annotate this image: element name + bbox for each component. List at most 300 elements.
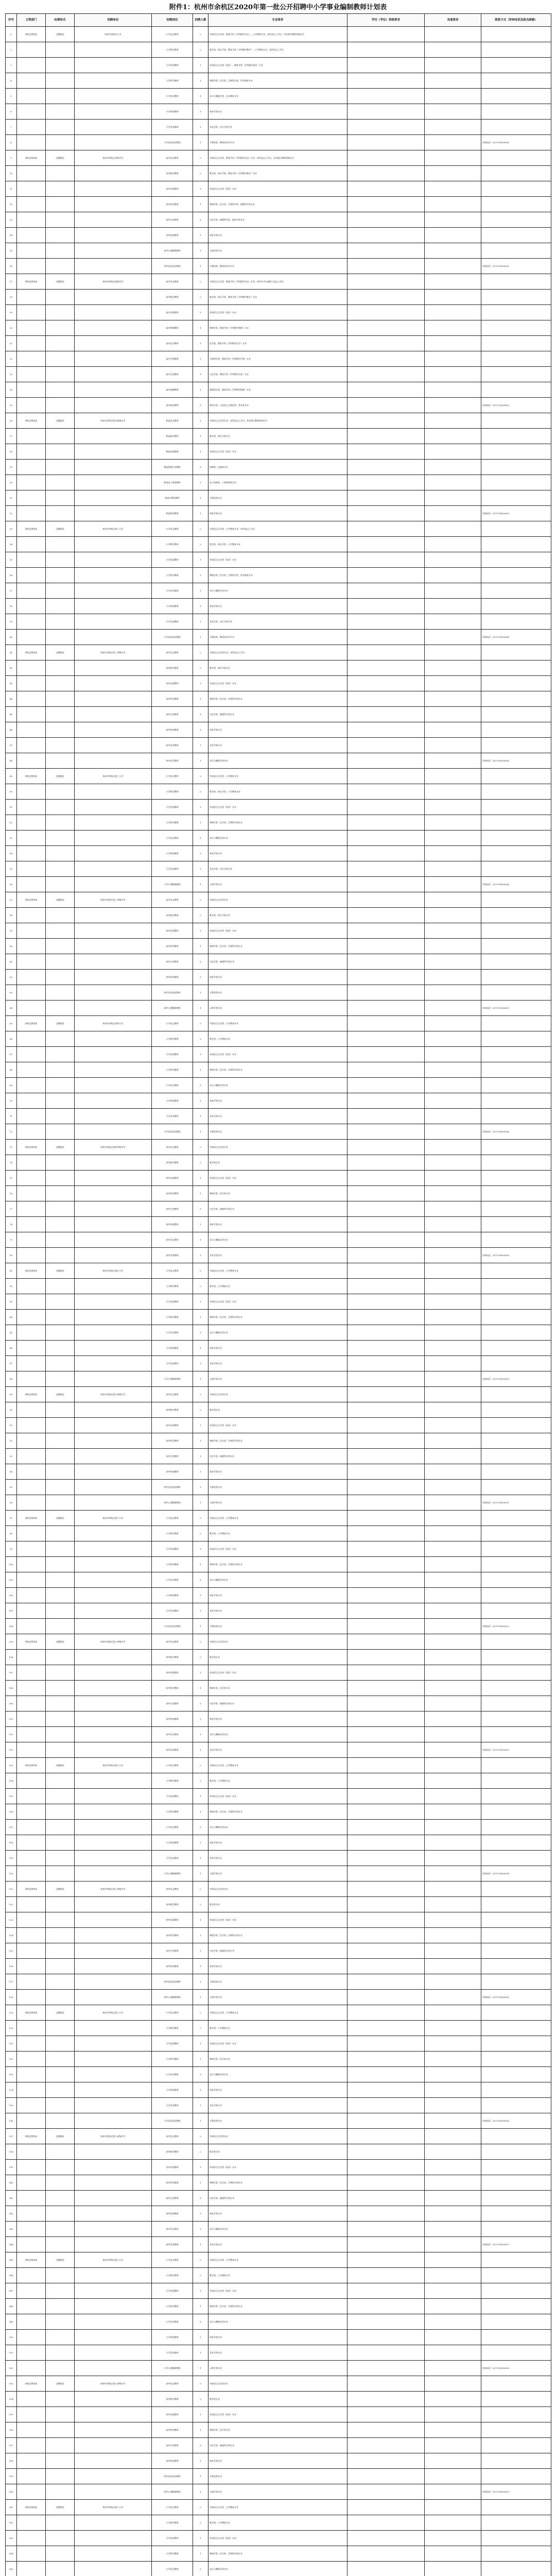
- degree-cell: [348, 939, 425, 954]
- funding-cell: 全额拨款: [46, 2500, 75, 2515]
- sponsor-cell: [17, 42, 46, 58]
- index-cell: 115: [6, 1789, 17, 1804]
- index-cell: 52: [6, 815, 17, 831]
- funding-cell: 全额拨款: [46, 2376, 75, 2392]
- job-cell: 初中科学教师: [152, 2422, 193, 2438]
- count-cell: 1: [193, 707, 208, 722]
- remark-cell: [425, 1557, 481, 1572]
- table-row: [6, 243, 551, 259]
- sponsor-cell: 余杭区教育局: [17, 1263, 46, 1279]
- requirement-cell: 中国语言文学类专业: [208, 892, 348, 908]
- contact-cell: [481, 2345, 551, 2361]
- requirement-cell: 数学类专业: [208, 1402, 348, 1418]
- job-cell: 职高语文教师: [152, 413, 193, 429]
- degree-cell: [348, 2098, 425, 2113]
- index-cell: 164: [6, 2546, 17, 2562]
- index-cell: 42: [6, 660, 17, 676]
- count-cell: 1: [193, 2082, 208, 2098]
- index-cell: 117: [6, 1820, 17, 1835]
- job-cell: 小学英语教师: [152, 2283, 193, 2299]
- contact-cell: 咨询电话：0571-89163001: [481, 259, 551, 274]
- index-cell: 81: [6, 1263, 17, 1279]
- index-cell: 141: [6, 2191, 17, 2206]
- funding-cell: [46, 2191, 75, 2206]
- job-cell: 小学科学教师: [152, 1310, 193, 1325]
- table-row: [6, 1634, 551, 1650]
- remark-cell: [425, 2036, 481, 2052]
- requirement-cell: 美术学类、设计学类专业: [208, 120, 348, 135]
- degree-cell: [348, 1897, 425, 1912]
- table-row: [6, 1541, 551, 1557]
- school-cell: 杭州市余杭区第四小学: [75, 1016, 152, 1031]
- requirement-cell: 体育学类专业: [208, 2453, 348, 2469]
- index-cell: 14: [6, 228, 17, 243]
- sponsor-cell: [17, 506, 46, 521]
- index-cell: 18: [6, 290, 17, 305]
- remark-cell: [425, 1186, 481, 1201]
- school-cell: [75, 2144, 152, 2160]
- degree-cell: [348, 1943, 425, 1959]
- sponsor-cell: [17, 861, 46, 877]
- table-row: [6, 1310, 551, 1325]
- requirement-cell: 物理学类、化学类、生物科学类专业: [208, 1310, 348, 1325]
- funding-cell: 全额拨款: [46, 2005, 75, 2021]
- count-cell: 2: [193, 521, 208, 537]
- requirement-cell: 中国语言文学类专业: [208, 1140, 348, 1155]
- sponsor-cell: [17, 1912, 46, 1928]
- job-cell: 小学美术教师: [152, 1603, 193, 1619]
- count-cell: 1: [193, 1557, 208, 1572]
- count-cell: 1: [193, 413, 208, 429]
- count-cell: 1: [193, 1078, 208, 1093]
- count-cell: 2: [193, 1155, 208, 1171]
- requirement-cell: 体育学类专业: [208, 228, 348, 243]
- count-cell: 2: [193, 537, 208, 552]
- contact-cell: [481, 2268, 551, 2283]
- school-cell: [75, 1124, 152, 1140]
- sponsor-cell: [17, 228, 46, 243]
- school-cell: [75, 2299, 152, 2314]
- degree-cell: [348, 583, 425, 599]
- school-cell: [75, 800, 152, 815]
- remark-cell: [425, 1109, 481, 1124]
- requirement-cell: 计算机类专业: [208, 985, 348, 1001]
- remark-cell: [425, 722, 481, 738]
- remark-cell: [425, 1078, 481, 1093]
- requirement-cell: 中国语言文学类、小学教育专业: [208, 1758, 348, 1773]
- school-cell: [75, 1248, 152, 1263]
- contact-cell: [481, 2392, 551, 2407]
- sponsor-cell: [17, 1619, 46, 1634]
- sponsor-cell: [17, 1665, 46, 1681]
- requirement-cell: 音乐与舞蹈学类专业: [208, 2314, 348, 2330]
- funding-cell: 全额拨款: [46, 769, 75, 784]
- count-cell: 1: [193, 1789, 208, 1804]
- school-cell: [75, 1371, 152, 1387]
- remark-cell: [425, 2098, 481, 2113]
- requirement-cell: 物理学类、化学类专业: [208, 2422, 348, 2438]
- requirement-cell: 计算机类专业: [208, 1619, 348, 1634]
- contact-cell: [481, 1387, 551, 1402]
- school-cell: [75, 2052, 152, 2067]
- school-cell: [75, 784, 152, 800]
- remark-cell: [425, 2160, 481, 2175]
- funding-cell: 全额拨款: [46, 645, 75, 660]
- sponsor-cell: [17, 2515, 46, 2531]
- contact-cell: [481, 42, 551, 58]
- degree-cell: [348, 1650, 425, 1665]
- school-cell: [75, 2469, 152, 2484]
- index-cell: 13: [6, 212, 17, 228]
- sponsor-cell: [17, 753, 46, 769]
- degree-cell: [348, 2283, 425, 2299]
- index-cell: 51: [6, 800, 17, 815]
- remark-cell: [425, 1541, 481, 1557]
- remark-cell: [425, 104, 481, 120]
- funding-cell: [46, 429, 75, 444]
- count-cell: 1: [193, 1619, 208, 1634]
- count-cell: 1: [193, 861, 208, 877]
- count-cell: 2: [193, 2500, 208, 2515]
- requirement-cell: 外国语言文学类（英语）专业: [208, 305, 348, 320]
- degree-cell: [348, 2330, 425, 2345]
- funding-cell: 全额拨款: [46, 413, 75, 429]
- degree-cell: [348, 1835, 425, 1851]
- contact-cell: [481, 954, 551, 970]
- requirement-cell: 计算机类专业: [208, 1974, 348, 1990]
- remark-cell: [425, 985, 481, 1001]
- degree-cell: [348, 1341, 425, 1356]
- table-row: [6, 784, 551, 800]
- contact-cell: [481, 1758, 551, 1773]
- job-cell: 小学音乐教师: [152, 1325, 193, 1341]
- job-cell: 初中体育教师: [152, 1959, 193, 1974]
- index-cell: 2: [6, 42, 17, 58]
- school-cell: [75, 1959, 152, 1974]
- table-row: [6, 1480, 551, 1495]
- contact-cell: [481, 2082, 551, 2098]
- job-cell: 初中数学教师: [152, 1402, 193, 1418]
- index-cell: 37: [6, 583, 17, 599]
- table-row: [6, 2206, 551, 2222]
- job-cell: 小学英语教师: [152, 2531, 193, 2546]
- requirement-cell: 外国语言文学类（英语）专业: [208, 2407, 348, 2422]
- job-cell: 初中美术教师: [152, 1742, 193, 1758]
- index-cell: 110: [6, 1711, 17, 1727]
- school-cell: 杭州市余杭区第八初级中学: [75, 2129, 152, 2144]
- job-cell: 初中信息技术教师: [152, 2469, 193, 2484]
- table-row: [6, 181, 551, 197]
- table-row: [6, 954, 551, 970]
- sponsor-cell: 余杭区教育局: [17, 1387, 46, 1402]
- school-cell: [75, 691, 152, 707]
- sponsor-cell: 余杭区教育局: [17, 274, 46, 290]
- count-cell: 2: [193, 166, 208, 181]
- index-cell: 109: [6, 1696, 17, 1711]
- table-row: [6, 521, 551, 537]
- count-cell: 2: [193, 1634, 208, 1650]
- job-cell: 初中心理健康教师: [152, 243, 193, 259]
- remark-cell: [425, 2453, 481, 2469]
- table-row: [6, 1078, 551, 1093]
- degree-cell: [348, 753, 425, 769]
- funding-cell: [46, 2113, 75, 2129]
- remark-cell: [425, 769, 481, 784]
- count-cell: 1: [193, 1835, 208, 1851]
- index-cell: 1: [6, 27, 17, 42]
- contact-cell: [481, 290, 551, 305]
- remark-cell: [425, 1511, 481, 1526]
- contact-cell: [481, 2453, 551, 2469]
- index-cell: 150: [6, 2330, 17, 2345]
- degree-cell: [348, 970, 425, 985]
- table-row: [6, 2082, 551, 2098]
- degree-cell: [348, 1742, 425, 1758]
- funding-cell: 全额拨款: [46, 2252, 75, 2268]
- school-cell: [75, 398, 152, 413]
- table-row: [6, 413, 551, 429]
- job-cell: 初中科学教师: [152, 1928, 193, 1943]
- contact-cell: [481, 2005, 551, 2021]
- degree-cell: [348, 367, 425, 382]
- job-cell: 初中社会教师: [152, 707, 193, 722]
- index-cell: 99: [6, 1541, 17, 1557]
- index-cell: 118: [6, 1835, 17, 1851]
- requirement-cell: 音乐与舞蹈学类专业: [208, 1325, 348, 1341]
- requirement-cell: 体育学类专业: [208, 1588, 348, 1603]
- table-row: [6, 1495, 551, 1511]
- requirement-cell: 历史学类、地理科学类专业: [208, 1943, 348, 1959]
- index-cell: 114: [6, 1773, 17, 1789]
- degree-cell: [348, 614, 425, 630]
- degree-cell: [348, 1201, 425, 1217]
- requirement-cell: 美术学类专业: [208, 1248, 348, 1263]
- degree-cell: [348, 707, 425, 722]
- index-cell: 119: [6, 1851, 17, 1866]
- contact-cell: [481, 985, 551, 1001]
- sponsor-cell: [17, 1851, 46, 1866]
- count-cell: 1: [193, 460, 208, 475]
- job-cell: 初中社会教师: [152, 1201, 193, 1217]
- remark-cell: [425, 2484, 481, 2500]
- remark-cell: [425, 1325, 481, 1341]
- requirement-cell: 历史学类、地理科学类专业: [208, 2191, 348, 2206]
- count-cell: 1: [193, 2422, 208, 2438]
- school-cell: [75, 2222, 152, 2237]
- sponsor-cell: [17, 1232, 46, 1248]
- sponsor-cell: [17, 1650, 46, 1665]
- contact-cell: [481, 815, 551, 831]
- funding-cell: [46, 506, 75, 521]
- school-cell: [75, 1943, 152, 1959]
- sponsor-cell: [17, 1526, 46, 1541]
- count-cell: 1: [193, 367, 208, 382]
- sponsor-cell: [17, 1078, 46, 1093]
- degree-cell: [348, 676, 425, 691]
- index-cell: 140: [6, 2175, 17, 2191]
- degree-cell: [348, 243, 425, 259]
- remark-cell: [425, 2005, 481, 2021]
- index-cell: 137: [6, 2129, 17, 2144]
- contact-cell: 咨询电话：0571-89163007: [481, 1001, 551, 1016]
- funding-cell: [46, 135, 75, 150]
- count-cell: 2: [193, 2144, 208, 2160]
- index-cell: 54: [6, 846, 17, 861]
- school-cell: [75, 460, 152, 475]
- requirement-cell: 外国语言文学类（英语）专业: [208, 2531, 348, 2546]
- degree-cell: [348, 1526, 425, 1541]
- school-cell: [75, 1866, 152, 1882]
- index-cell: 121: [6, 1882, 17, 1897]
- table-row: [6, 2144, 551, 2160]
- funding-cell: [46, 212, 75, 228]
- remark-cell: [425, 2376, 481, 2392]
- requirement-cell: 外国语言文学类（英语）专业: [208, 552, 348, 568]
- funding-cell: [46, 1696, 75, 1711]
- school-cell: [75, 2067, 152, 2082]
- job-cell: 小学数学教师: [152, 1526, 193, 1541]
- school-cell: [75, 1928, 152, 1943]
- remark-cell: [425, 2082, 481, 2098]
- funding-cell: [46, 753, 75, 769]
- school-cell: [75, 707, 152, 722]
- remark-cell: [425, 1665, 481, 1681]
- school-cell: [75, 1773, 152, 1789]
- table-row: [6, 1897, 551, 1912]
- contact-cell: [481, 521, 551, 537]
- count-cell: 1: [193, 846, 208, 861]
- funding-cell: [46, 2407, 75, 2422]
- school-cell: [75, 877, 152, 892]
- table-row: [6, 2283, 551, 2299]
- remark-cell: [425, 1820, 481, 1835]
- sponsor-cell: [17, 1001, 46, 1016]
- requirement-cell: 物理学类、化学类、生物科学类、科学教育专业: [208, 568, 348, 583]
- job-cell: 初中数学教师: [152, 166, 193, 181]
- table-row: [6, 861, 551, 877]
- job-cell: 初中体育教师: [152, 1711, 193, 1727]
- table-row: [6, 1217, 551, 1232]
- school-cell: [75, 568, 152, 583]
- contact-cell: 咨询电话：0571-89163010: [481, 1371, 551, 1387]
- job-cell: 小学音乐教师: [152, 1078, 193, 1093]
- index-cell: 85: [6, 1325, 17, 1341]
- count-cell: 1: [193, 1248, 208, 1263]
- table-row: [6, 58, 551, 73]
- degree-cell: [348, 1325, 425, 1341]
- requirement-cell: 外国语言文学类（英语）专业: [208, 1294, 348, 1310]
- requirement-cell: 中国语言文学类、教育学类（学科教学语文）专业；研究生学历或硕士及以上学位: [208, 274, 348, 290]
- sponsor-cell: [17, 2546, 46, 2562]
- index-cell: 91: [6, 1418, 17, 1433]
- contact-cell: [481, 1232, 551, 1248]
- remark-cell: [425, 2330, 481, 2345]
- contact-cell: 咨询电话：0571-89163009: [481, 1248, 551, 1263]
- contact-cell: [481, 181, 551, 197]
- table-row: [6, 1588, 551, 1603]
- sponsor-cell: 余杭区教育局: [17, 150, 46, 166]
- funding-cell: [46, 2268, 75, 2283]
- job-cell: 初中数学教师: [152, 908, 193, 923]
- remark-cell: [425, 2252, 481, 2268]
- remark-cell: [425, 1464, 481, 1480]
- count-cell: 2: [193, 784, 208, 800]
- sponsor-cell: [17, 2144, 46, 2160]
- remark-cell: [425, 2237, 481, 2252]
- requirement-cell: 音乐与舞蹈学类专业: [208, 583, 348, 599]
- requirement-cell: 机械类、仪器类专业: [208, 460, 348, 475]
- count-cell: 1: [193, 382, 208, 398]
- funding-cell: [46, 2237, 75, 2252]
- sponsor-cell: [17, 212, 46, 228]
- table-row: [6, 660, 551, 676]
- school-cell: [75, 1201, 152, 1217]
- contact-cell: [481, 150, 551, 166]
- job-cell: 初中信息技术教师: [152, 985, 193, 1001]
- remark-cell: [425, 815, 481, 831]
- remark-cell: [425, 1418, 481, 1433]
- remark-cell: [425, 1449, 481, 1464]
- funding-cell: [46, 923, 75, 939]
- contact-cell: 咨询电话：0571-89163019: [481, 2484, 551, 2500]
- sponsor-cell: 余杭区教育局: [17, 27, 46, 42]
- index-cell: 95: [6, 1480, 17, 1495]
- sponsor-cell: [17, 1062, 46, 1078]
- job-cell: 初中数学教师: [152, 660, 193, 676]
- remark-cell: [425, 2144, 481, 2160]
- contact-cell: [481, 908, 551, 923]
- funding-cell: [46, 1325, 75, 1341]
- sponsor-cell: [17, 1294, 46, 1310]
- index-cell: 157: [6, 2438, 17, 2453]
- job-cell: 小学英语教师: [152, 2036, 193, 2052]
- requirement-cell: 美术学类专业: [208, 1742, 348, 1758]
- contact-cell: 咨询电话：0571-89163013: [481, 1742, 551, 1758]
- count-cell: 1: [193, 1495, 208, 1511]
- index-cell: 70: [6, 1093, 17, 1109]
- index-cell: 133: [6, 2067, 17, 2082]
- sponsor-cell: [17, 738, 46, 753]
- funding-cell: [46, 2067, 75, 2082]
- job-cell: 初中社会教师: [152, 2438, 193, 2453]
- degree-cell: [348, 212, 425, 228]
- school-cell: [75, 305, 152, 320]
- table-row: [6, 2330, 551, 2345]
- contact-cell: [481, 274, 551, 290]
- index-cell: 139: [6, 2160, 17, 2175]
- index-cell: 77: [6, 1201, 17, 1217]
- contact-cell: [481, 2067, 551, 2082]
- remark-cell: [425, 2206, 481, 2222]
- index-cell: 158: [6, 2453, 17, 2469]
- index-cell: 127: [6, 1974, 17, 1990]
- funding-cell: [46, 1495, 75, 1511]
- funding-cell: [46, 954, 75, 970]
- remark-cell: [425, 1433, 481, 1449]
- remark-cell: [425, 1124, 481, 1140]
- requirement-cell: 计算机类专业: [208, 490, 348, 506]
- contact-cell: [481, 1773, 551, 1789]
- table-row: [6, 150, 551, 166]
- funding-cell: [46, 1742, 75, 1758]
- requirement-cell: 物理学类、化学类、生物科学类专业: [208, 691, 348, 707]
- requirement-cell: 化学类、教育学类（学科教学化学）专业: [208, 336, 348, 351]
- remark-cell: [425, 1727, 481, 1742]
- index-cell: 75: [6, 1171, 17, 1186]
- sponsor-cell: [17, 1464, 46, 1480]
- remark-cell: [425, 552, 481, 568]
- sponsor-cell: [17, 2562, 46, 2576]
